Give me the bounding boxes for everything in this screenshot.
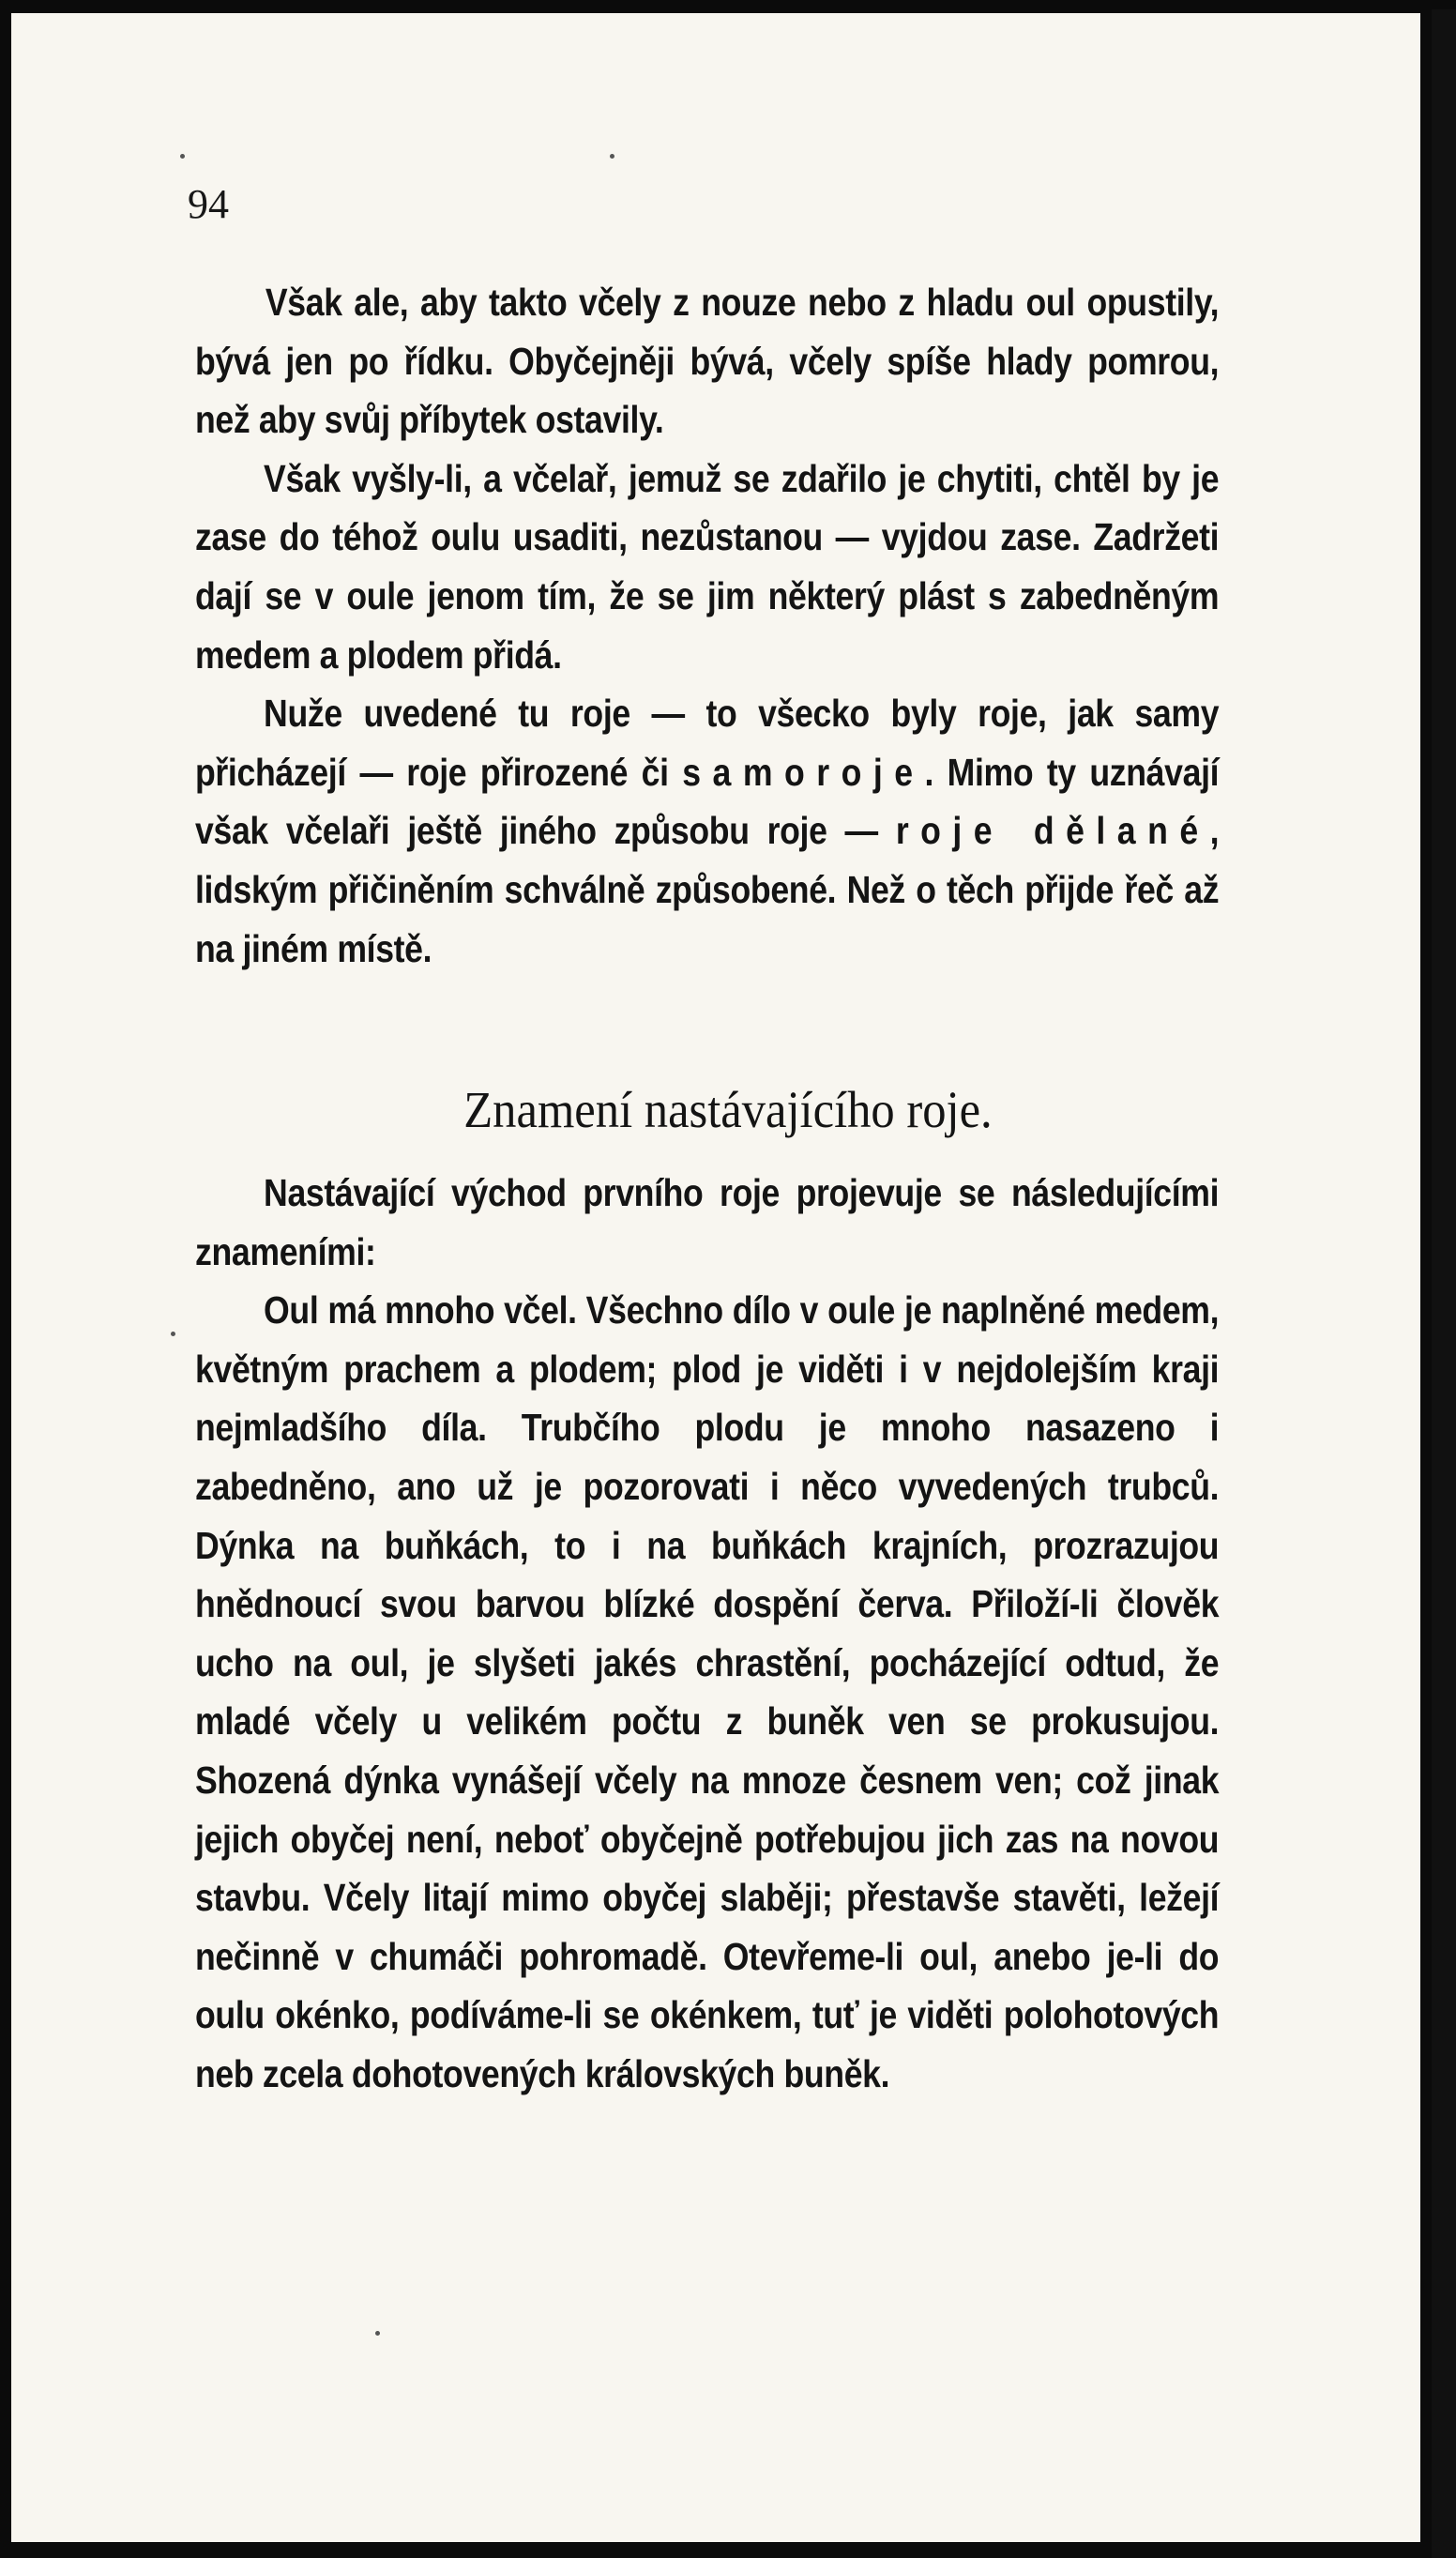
paragraph-text: , lidským přičiněním schválně způsobené. Než o těch přijde řeč až na jiném místě. [195,809,1220,970]
page-number: 94 [188,181,229,227]
spaced-term: samoroje [682,750,925,794]
paragraph: Však vyšly-li, a včelař, jemuž se zdařilo je chytiti, chtěl by je zase do téhož oulu usaditi, nezůstanou — vyjdou zase. Zadržeti dají se v oule jenom tím, že se jim některý plást s zabedněným medem a plodem přidá. [195,456,1220,677]
paragraph: Však ale, aby takto včely z nouze nebo z hladu oul opustily, bývá jen po řídku. Obyčejněji bývá, včely spíše hlady pomrou, než aby svůj příbytek ostavily. [195,281,1220,442]
paragraph: Oul má mnoho včel. Všechno dílo v oule je naplněné medem, květným prachem a plodem; plod je viděti i v nejdolejším kraji nejmladšího díla. Trubčího plodu je mnoho nasazeno i zabedněno, ano už je pozorovati i něco vyvedených trubců. Dýnka na buňkách, to i na buňkách krajních, prozrazujou hnědnoucí svou barvou blízké dospění červa. Přiloží-li člověk ucho na oul, je slyšeti jakés chrastění, pocházející odtud, že mladé včely u velikém počtu z buněk ven se prokusujou. Shozená dýnka vynášejí včely na mnoze česnem ven; což jinak jejich obyčej není, neboť obyčejně potřebujou jich zas na novou stavbu. Včely litají mimo obyčej slaběji; přestavše stavěti, ležejí nečinně v chumáči pohromadě. Otevřeme-li oul, anebo je-li do oulu okénko, podíváme-li se okénkem, tuť je viděti polohotových neb zcela dohotovených královských buněk. [195,1288,1220,2095]
scan-speck [375,2331,380,2336]
text-section-1 [195,273,1219,978]
scan-speck [180,154,185,159]
scan-speck [610,154,614,159]
section-heading: Znamení nastávajícího roje. [463,1081,993,1138]
paragraph-text: . Mimo ty uznávají však včelaři ještě jiného způsobu roje — [195,750,1220,853]
text-section-2 [195,1164,1219,2104]
scan-speck [171,1332,175,1336]
spaced-term: roje dělané [895,809,1210,853]
paragraph [195,684,1219,978]
scan-edge [1432,9,1456,2558]
paragraph-text: Nuže uvedené tu roje — to všecko byly roje, jak samy přicházejí — roje přirozené či [195,692,1220,794]
paragraph: Nastávající východ prvního roje projevuje se následujícími znameními: [195,1171,1220,1273]
